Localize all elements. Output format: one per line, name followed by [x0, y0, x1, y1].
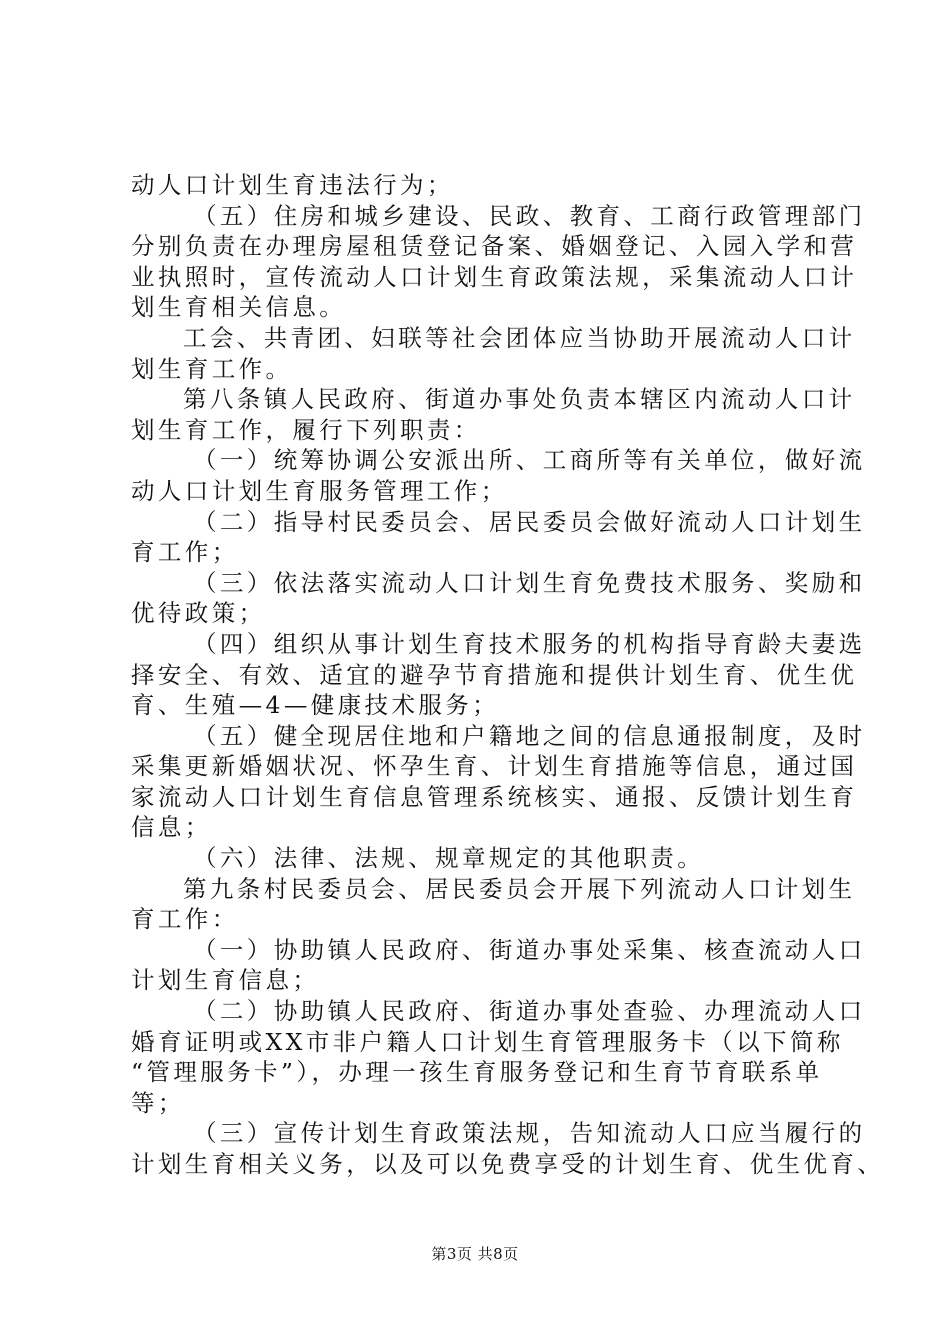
text-line: 育、生殖—4—健康技术服务； [131, 691, 500, 720]
text-line: 第九条村民委员会、居民委员会开展下列流动人口计划生 [183, 874, 856, 903]
text-line: （一）统筹协调公安派出所、工商所等有关单位，做好流 [193, 446, 866, 475]
text-line: 婚育证明或XX市非户籍人口计划生育管理服务卡（以下简称 [131, 1027, 844, 1056]
text-line: “管理服务卡”），办理一孩生育服务登记和生育节育联系单 [131, 1058, 823, 1087]
text-line: 动人口计划生育服务管理工作； [131, 476, 508, 505]
text-line: 育工作： [131, 905, 239, 934]
text-line: 划生育工作，履行下列职责： [131, 415, 481, 444]
text-line: 第八条镇人民政府、街道办事处负责本辖区内流动人口计 [183, 385, 856, 414]
text-line: 划生育工作。 [131, 354, 293, 383]
text-line: （三）依法落实流动人口计划生育免费技术服务、奖励和 [193, 568, 866, 597]
text-line: 动人口计划生育违法行为； [131, 171, 454, 199]
text-line: 家流动人口计划生育信息管理系统核实、通报、反馈计划生育 [131, 782, 858, 811]
text-line: 业执照时，宣传流动人口计划生育政策法规，采集流动人口计 [131, 262, 858, 291]
text-line: 分别负责在办理房屋租赁登记备案、婚姻登记、入园入学和营 [131, 232, 858, 261]
text-line: 等； [131, 1088, 185, 1117]
text-line: 优待政策； [131, 599, 266, 628]
document-body [131, 170, 885, 1180]
text-line: （二）指导村民委员会、居民委员会做好流动人口计划生 [193, 507, 866, 536]
text-line: 信息； [131, 813, 212, 842]
text-line: 采集更新婚姻状况、怀孕生育、计划生育措施等信息，通过国 [131, 752, 858, 781]
text-line: 计划生育信息； [131, 966, 320, 995]
text-line: （六）法律、法规、规章规定的其他职责。 [193, 844, 705, 873]
text-line: （三）宣传计划生育政策法规，告知流动人口应当履行的 [193, 1119, 866, 1148]
text-line: 计划生育相关义务，以及可以免费享受的计划生育、优生优育、 [131, 1150, 885, 1178]
text-line: （五）住房和城乡建设、民政、教育、工商行政管理部门 [193, 201, 866, 230]
text-line: 择安全、有效、适宜的避孕节育措施和提供计划生育、优生优 [131, 660, 858, 689]
text-line: （二）协助镇人民政府、街道办事处查验、办理流动人口 [193, 997, 866, 1026]
page-number-footer: 第3页 共8页 [431, 1245, 519, 1263]
text-line: （四）组织从事计划生育技术服务的机构指导育龄夫妻选 [193, 629, 866, 658]
text-line: （一）协助镇人民政府、街道办事处采集、核查流动人口 [193, 935, 866, 964]
text-line: 划生育相关信息。 [131, 293, 347, 322]
text-line: （五）健全现居住地和户籍地之间的信息通报制度，及时 [193, 721, 866, 750]
text-line: 育工作； [131, 538, 239, 567]
text-line: 工会、共青团、妇联等社会团体应当协助开展流动人口计 [183, 323, 856, 352]
